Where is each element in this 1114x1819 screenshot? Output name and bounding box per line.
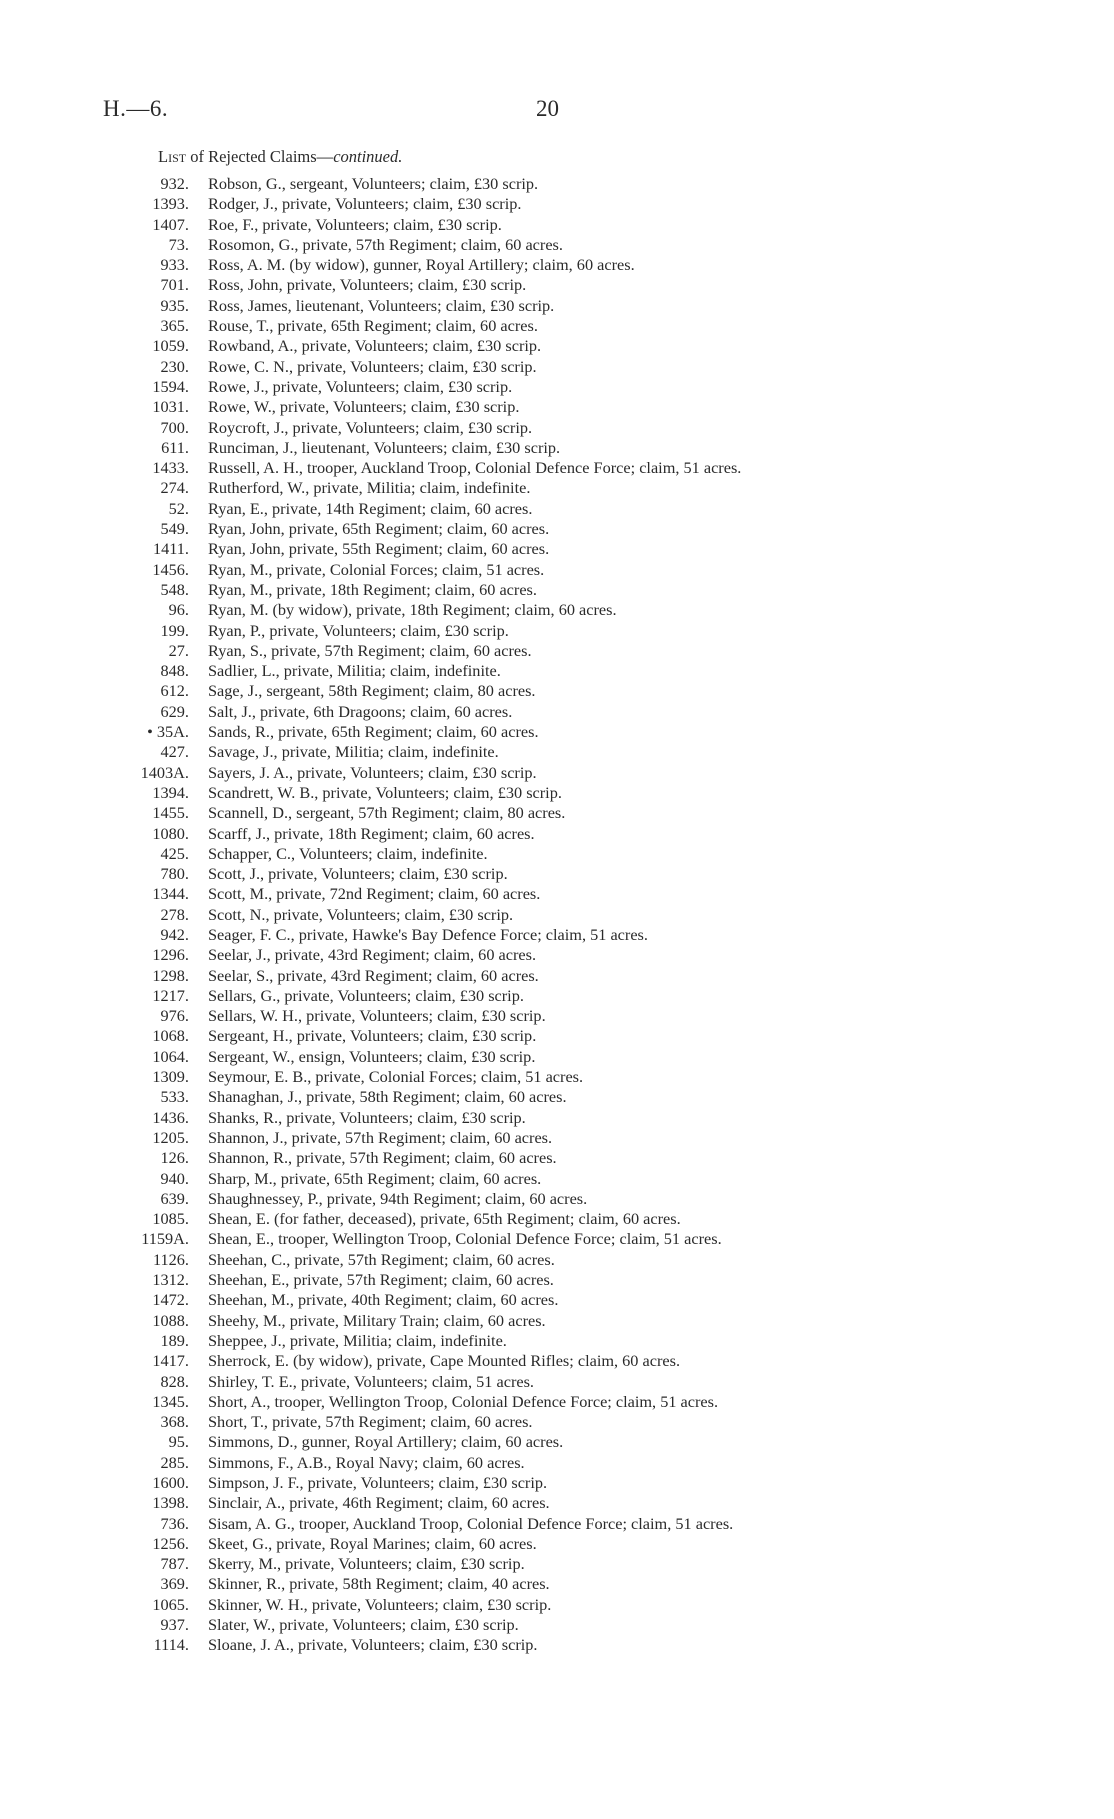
claim-text: Schapper, C., Volunteers; claim, indefinite. [208,843,488,863]
claim-text: Rodger, J., private, Volunteers; claim, £30 scrip. [208,194,522,214]
claim-entry [100,824,1100,844]
claim-entry [100,1331,1100,1351]
claim-number: 937. [160,1615,189,1635]
claim-number: 285. [160,1452,189,1472]
claim-entry [100,844,1100,864]
claim-number: 52. [168,498,189,518]
claim-number: 95. [168,1432,189,1452]
claim-entry [100,621,1100,641]
claim-number: 1345. [152,1391,189,1411]
claim-entry [100,1554,1100,1574]
claim-number: 425. [160,843,189,863]
claim-number: 1393. [152,194,189,214]
claim-number: 1088. [152,1310,189,1330]
claim-text: Sellars, W. H., private, Volunteers; claim, £30 scrip. [208,1006,546,1026]
claim-text: Sinclair, A., private, 46th Regiment; claim, 60 acres. [208,1493,550,1513]
claim-number: 369. [160,1574,189,1594]
claim-number: 1059. [152,336,189,356]
claim-entry [100,925,1100,945]
claim-number: 1403A. [140,762,189,782]
claim-number: 1256. [152,1533,189,1553]
claim-entry [100,742,1100,762]
claim-text: Ryan, E., private, 14th Regiment; claim, 60 acres. [208,498,533,518]
claim-number: 1114. [153,1635,189,1655]
claim-text: Shean, E., trooper, Wellington Troop, Colonial Defence Force; claim, 51 acres. [208,1229,722,1249]
claim-entry [100,763,1100,783]
claim-entry [100,1026,1100,1046]
claim-text: Shean, E. (for father, deceased), private, 65th Regiment; claim, 60 acres. [208,1209,681,1229]
claim-text: Sheppee, J., private, Militia; claim, indefinite. [208,1330,507,1350]
claim-number: 940. [160,1168,189,1188]
claim-entry [100,803,1100,823]
claim-entry [100,702,1100,722]
claim-text: Simmons, D., gunner, Royal Artillery; claim, 60 acres. [208,1432,564,1452]
claim-entry [100,438,1100,458]
claim-entry [100,296,1100,316]
claim-entry [100,1453,1100,1473]
claim-entry [100,215,1100,235]
claim-entry [100,1574,1100,1594]
claim-entry [100,1148,1100,1168]
claim-number: 73. [168,234,189,254]
claim-number: 1455. [152,803,189,823]
claim-entry [100,1270,1100,1290]
claim-number: 1411. [152,539,189,559]
claim-text: Simpson, J. F., private, Volunteers; claim, £30 scrip. [208,1473,548,1492]
claim-entry [100,1169,1100,1189]
claim-text: Rowe, W., private, Volunteers; claim, £30 scrip. [208,397,520,417]
claim-text: Sheehy, M., private, Military Train; claim, 60 acres. [208,1310,546,1330]
claim-number: 189. [160,1330,189,1350]
claim-entry [100,681,1100,701]
claim-entry [100,1392,1100,1412]
claim-number: 611. [161,437,189,457]
claim-entry [100,1473,1100,1493]
claim-entry [100,1047,1100,1067]
claim-number: 1436. [152,1107,189,1127]
claim-entry [100,458,1100,478]
claim-number: 933. [160,255,189,275]
claim-text: Slater, W., private, Volunteers; claim, £30 scrip. [208,1615,519,1635]
claim-text: Rutherford, W., private, Militia; claim, indefinite. [208,478,531,498]
claim-number: 1594. [152,376,189,396]
claim-number: 1472. [152,1290,189,1310]
claim-text: Ross, A. M. (by widow), gunner, Royal Artillery; claim, 60 acres. [208,255,635,275]
claim-number: 27. [168,640,189,660]
claim-entry [100,336,1100,356]
claim-text: Roycroft, J., private, Volunteers; claim, £30 scrip. [208,417,533,437]
claim-text: Shannon, R., private, 57th Regiment; claim, 60 acres. [208,1148,557,1168]
claim-text: Ryan, John, private, 55th Regiment; claim, 60 acres. [208,539,550,559]
claim-text: Rosomon, G., private, 57th Regiment; claim, 60 acres. [208,234,563,254]
claim-entry [100,1290,1100,1310]
claim-number: 230. [160,356,189,376]
claim-text: Scott, M., private, 72nd Regiment; claim, 60 acres. [208,884,541,904]
claim-text: Sands, R., private, 65th Regiment; claim, 60 acres. [208,722,539,742]
claim-entry [100,1108,1100,1128]
claim-text: Ryan, P., private, Volunteers; claim, £30 scrip. [208,620,509,640]
claim-number: 368. [160,1412,189,1432]
claim-entry [100,174,1100,194]
claim-entry [100,783,1100,803]
claim-number: 1344. [152,884,189,904]
claim-number: 278. [160,904,189,924]
claim-number: 976. [160,1006,189,1026]
claim-text: Shannon, J., private, 57th Regiment; claim, 60 acres. [208,1127,553,1147]
claim-text: Rouse, T., private, 65th Regiment; claim, 60 acres. [208,316,538,336]
claim-text: Ross, John, private, Volunteers; claim, £30 scrip. [208,275,527,295]
claim-number: 1126. [152,1249,189,1269]
claim-entry [100,478,1100,498]
page-number: 20 [536,96,559,121]
heading-middle: of Rejected Claims— [186,147,334,166]
claim-text: Rowband, A., private, Volunteers; claim, £30 scrip. [208,336,542,356]
list-heading [158,147,402,167]
claim-number: 942. [160,924,189,944]
claim-text: Seager, F. C., private, Hawke's Bay Defence Force; claim, 51 acres. [208,924,648,944]
claim-entry [100,641,1100,661]
claim-number: 1433. [152,458,189,478]
heading-lead: List [158,147,187,166]
claim-text: Roe, F., private, Volunteers; claim, £30 scrip. [208,214,502,234]
claim-text: Skerry, M., private, Volunteers; claim, £30 scrip. [208,1554,525,1574]
claim-number: • 35A. [147,722,189,742]
claim-text: Sherrock, E. (by widow), private, Cape Mounted Rifles; claim, 60 acres. [208,1351,681,1371]
claim-number: 1205. [152,1127,189,1147]
heading-continued: continued. [333,147,403,166]
claim-entry [100,966,1100,986]
claim-number: 1394. [152,782,189,802]
claim-entry [100,1229,1100,1249]
claim-text: Sage, J., sergeant, 58th Regiment; claim, 80 acres. [208,681,536,701]
claim-number: 1398. [152,1493,189,1513]
claim-number: 1064. [152,1046,189,1066]
claim-text: Ryan, John, private, 65th Regiment; claim, 60 acres. [208,519,550,539]
claim-text: Sergeant, W., ensign, Volunteers; claim, £30 scrip. [208,1046,536,1066]
claim-number: 1031. [152,397,189,417]
claim-entry [100,194,1100,214]
claim-number: 1159A. [141,1229,189,1249]
claim-text: Seelar, S., private, 43rd Regiment; claim, 60 acres. [208,965,539,985]
claim-text: Scott, N., private, Volunteers; claim, £30 scrip. [208,904,514,924]
claim-entry [100,519,1100,539]
claim-entry [100,1006,1100,1026]
claim-entry [100,560,1100,580]
claim-entry [100,1372,1100,1392]
claim-entry [100,1615,1100,1635]
claim-entry [100,600,1100,620]
claim-text: Ross, James, lieutenant, Volunteers; claim, £30 scrip. [208,295,555,315]
claim-number: 1085. [152,1209,189,1229]
claim-number: 1600. [152,1473,189,1492]
claim-number: 365. [160,316,189,336]
claim-number: 1217. [152,985,189,1005]
claim-text: Sayers, J. A., private, Volunteers; claim, £30 scrip. [208,762,537,782]
claim-text: Short, T., private, 57th Regiment; claim, 60 acres. [208,1412,533,1432]
claim-number: 736. [160,1513,189,1533]
claim-number: 639. [160,1188,189,1208]
claim-number: 126. [160,1148,189,1168]
claim-number: 935. [160,295,189,315]
claim-entry [100,945,1100,965]
claim-text: Scandrett, W. B., private, Volunteers; claim, £30 scrip. [208,782,562,802]
claim-number: 533. [160,1087,189,1107]
claim-number: 1407. [152,214,189,234]
claim-text: Skinner, W. H., private, Volunteers; claim, £30 scrip. [208,1594,552,1614]
claim-text: Simmons, F., A.B., Royal Navy; claim, 60 acres. [208,1452,525,1472]
claim-text: Runciman, J., lieutenant, Volunteers; claim, £30 scrip. [208,437,561,457]
claim-entry [100,884,1100,904]
claim-text: Shanaghan, J., private, 58th Regiment; claim, 60 acres. [208,1087,567,1107]
claim-text: Sharp, M., private, 65th Regiment; claim, 60 acres. [208,1168,542,1188]
claim-entry [100,1128,1100,1148]
claim-text: Scott, J., private, Volunteers; claim, £30 scrip. [208,864,508,884]
claim-number: 199. [160,620,189,640]
claim-text: Shanks, R., private, Volunteers; claim, £30 scrip. [208,1107,526,1127]
claim-number: 1065. [152,1594,189,1614]
claim-entry [100,539,1100,559]
claim-number: 701. [160,275,189,295]
claim-number: 549. [160,519,189,539]
claim-number: 1298. [152,965,189,985]
claim-number: 828. [160,1371,189,1391]
claim-number: 629. [160,701,189,721]
claim-number: 1456. [152,559,189,579]
claim-text: Rowe, J., private, Volunteers; claim, £30 scrip. [208,376,513,396]
claim-entry [100,661,1100,681]
claim-entry [100,905,1100,925]
claim-entry [100,1493,1100,1513]
claim-number: 1296. [152,945,189,965]
claim-text: Ryan, M., private, Colonial Forces; claim, 51 acres. [208,559,545,579]
claim-text: Skeet, G., private, Royal Marines; claim, 60 acres. [208,1533,537,1553]
claim-entry [100,1311,1100,1331]
claim-text: Sadlier, L., private, Militia; claim, indefinite. [208,661,501,681]
claim-text: Sellars, G., private, Volunteers; claim, £30 scrip. [208,985,524,1005]
claim-entry [100,1635,1100,1655]
claim-number: 612. [160,681,189,701]
claim-entry [100,499,1100,519]
claim-number: 780. [160,864,189,884]
claim-text: Sisam, A. G., trooper, Auckland Troop, Colonial Defence Force; claim, 51 acres. [208,1513,734,1533]
claim-entry [100,418,1100,438]
claim-number: 848. [160,661,189,681]
claim-entry [100,864,1100,884]
claim-entry [100,255,1100,275]
claim-text: Seymour, E. B., private, Colonial Forces; claim, 51 acres. [208,1067,584,1087]
claim-text: Skinner, R., private, 58th Regiment; claim, 40 acres. [208,1574,550,1594]
claim-text: Ryan, M., private, 18th Regiment; claim, 60 acres. [208,579,537,599]
claim-text: Sheehan, C., private, 57th Regiment; claim, 60 acres. [208,1249,555,1269]
claim-number: 1080. [152,823,189,843]
claim-entry [100,1595,1100,1615]
claim-entry [100,1351,1100,1371]
claim-number: 1309. [152,1067,189,1087]
claim-entry [100,1432,1100,1452]
claim-entry [100,1412,1100,1432]
claim-entry [100,235,1100,255]
claim-text: Ryan, M. (by widow), private, 18th Regiment; claim, 60 acres. [208,600,617,620]
page-identifier: H.—6. [103,96,169,121]
claim-number: 548. [160,579,189,599]
claim-text: Shaughnessey, P., private, 94th Regiment; claim, 60 acres. [208,1188,588,1208]
claim-text: Russell, A. H., trooper, Auckland Troop, Colonial Defence Force; claim, 51 acres. [208,458,742,478]
claim-entry [100,1250,1100,1270]
claim-entry [100,1087,1100,1107]
claim-entry [100,722,1100,742]
claim-text: Short, A., trooper, Wellington Troop, Colonial Defence Force; claim, 51 acres. [208,1391,719,1411]
claim-number: 787. [160,1554,189,1574]
claim-text: Sheehan, E., private, 57th Regiment; claim, 60 acres. [208,1270,554,1290]
claim-text: Ryan, S., private, 57th Regiment; claim, 60 acres. [208,640,532,660]
claim-entry [100,1209,1100,1229]
claim-number: 96. [168,600,189,620]
claim-text: Scarff, J., private, 18th Regiment; claim, 60 acres. [208,823,535,843]
claim-text: Robson, G., sergeant, Volunteers; claim, £30 scrip. [208,174,539,193]
claim-text: Savage, J., private, Militia; claim, indefinite. [208,742,499,762]
claim-entry [100,580,1100,600]
claim-entry [100,1067,1100,1087]
claim-text: Scannell, D., sergeant, 57th Regiment; claim, 80 acres. [208,803,566,823]
claim-number: 427. [160,742,189,762]
claim-text: Shirley, T. E., private, Volunteers; claim, 51 acres. [208,1371,534,1391]
claims-list [100,174,1100,1656]
claim-entry [100,986,1100,1006]
claim-number: 932. [160,174,189,193]
claim-entry [100,397,1100,417]
claim-text: Rowe, C. N., private, Volunteers; claim, £30 scrip. [208,356,537,376]
claim-text: Sheehan, M., private, 40th Regiment; claim, 60 acres. [208,1290,559,1310]
claim-number: 1068. [152,1026,189,1046]
claim-text: Sloane, J. A., private, Volunteers; claim, £30 scrip. [208,1635,538,1655]
claim-entry [100,275,1100,295]
claim-entry [100,377,1100,397]
claim-number: 274. [160,478,189,498]
claim-entry [100,357,1100,377]
claim-entry [100,1534,1100,1554]
claim-entry [100,316,1100,336]
claim-text: Sergeant, H., private, Volunteers; claim, £30 scrip. [208,1026,537,1046]
claim-entry [100,1189,1100,1209]
claim-entry [100,1514,1100,1534]
claim-number: 1417. [152,1351,189,1371]
claim-text: Salt, J., private, 6th Dragoons; claim, 60 acres. [208,701,513,721]
claim-number: 700. [160,417,189,437]
claim-number: 1312. [152,1270,189,1290]
claim-text: Seelar, J., private, 43rd Regiment; claim, 60 acres. [208,945,537,965]
